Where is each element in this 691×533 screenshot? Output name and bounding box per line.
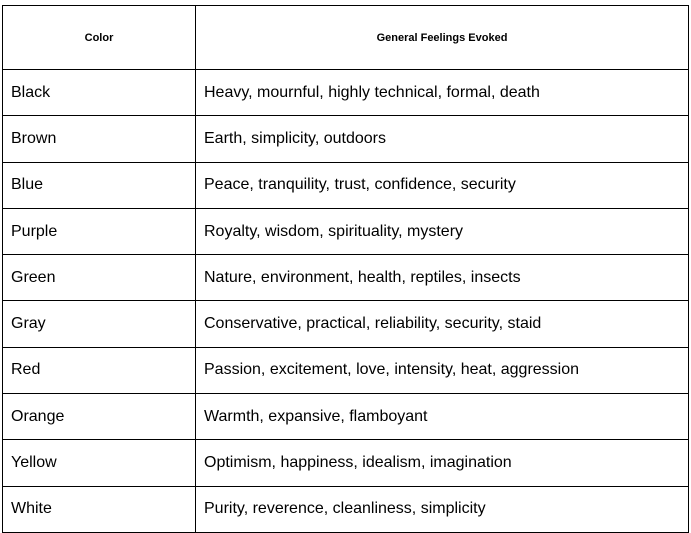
color-feelings-table [2, 5, 689, 533]
feelings-cell: Passion, excitement, love, intensity, heat, aggression [196, 347, 689, 393]
feelings-cell: Earth, simplicity, outdoors [196, 116, 689, 162]
color-cell: Blue [3, 162, 196, 208]
color-cell: Red [3, 347, 196, 393]
table-header-row [3, 6, 689, 70]
color-cell: Gray [3, 301, 196, 347]
color-cell: Brown [3, 116, 196, 162]
table-row [3, 255, 689, 301]
feelings-cell: Conservative, practical, reliability, security, staid [196, 301, 689, 347]
table-row [3, 70, 689, 116]
color-cell: Black [3, 70, 196, 116]
feelings-cell: Optimism, happiness, idealism, imagination [196, 440, 689, 486]
feelings-cell: Warmth, expansive, flamboyant [196, 394, 689, 440]
table-row [3, 208, 689, 254]
table-row [3, 486, 689, 532]
feelings-cell: Heavy, mournful, highly technical, formal, death [196, 70, 689, 116]
table-row [3, 301, 689, 347]
color-cell: Orange [3, 394, 196, 440]
table-row [3, 440, 689, 486]
column-header-feelings: General Feelings Evoked [196, 6, 689, 70]
color-cell: Purple [3, 208, 196, 254]
color-cell: White [3, 486, 196, 532]
table-row [3, 347, 689, 393]
feelings-cell: Nature, environment, health, reptiles, insects [196, 255, 689, 301]
table-row [3, 394, 689, 440]
table-row [3, 116, 689, 162]
feelings-cell: Purity, reverence, cleanliness, simplicity [196, 486, 689, 532]
column-header-color: Color [3, 6, 196, 70]
table-row [3, 162, 689, 208]
feelings-cell: Royalty, wisdom, spirituality, mystery [196, 208, 689, 254]
feelings-cell: Peace, tranquility, trust, confidence, security [196, 162, 689, 208]
color-cell: Green [3, 255, 196, 301]
color-cell: Yellow [3, 440, 196, 486]
